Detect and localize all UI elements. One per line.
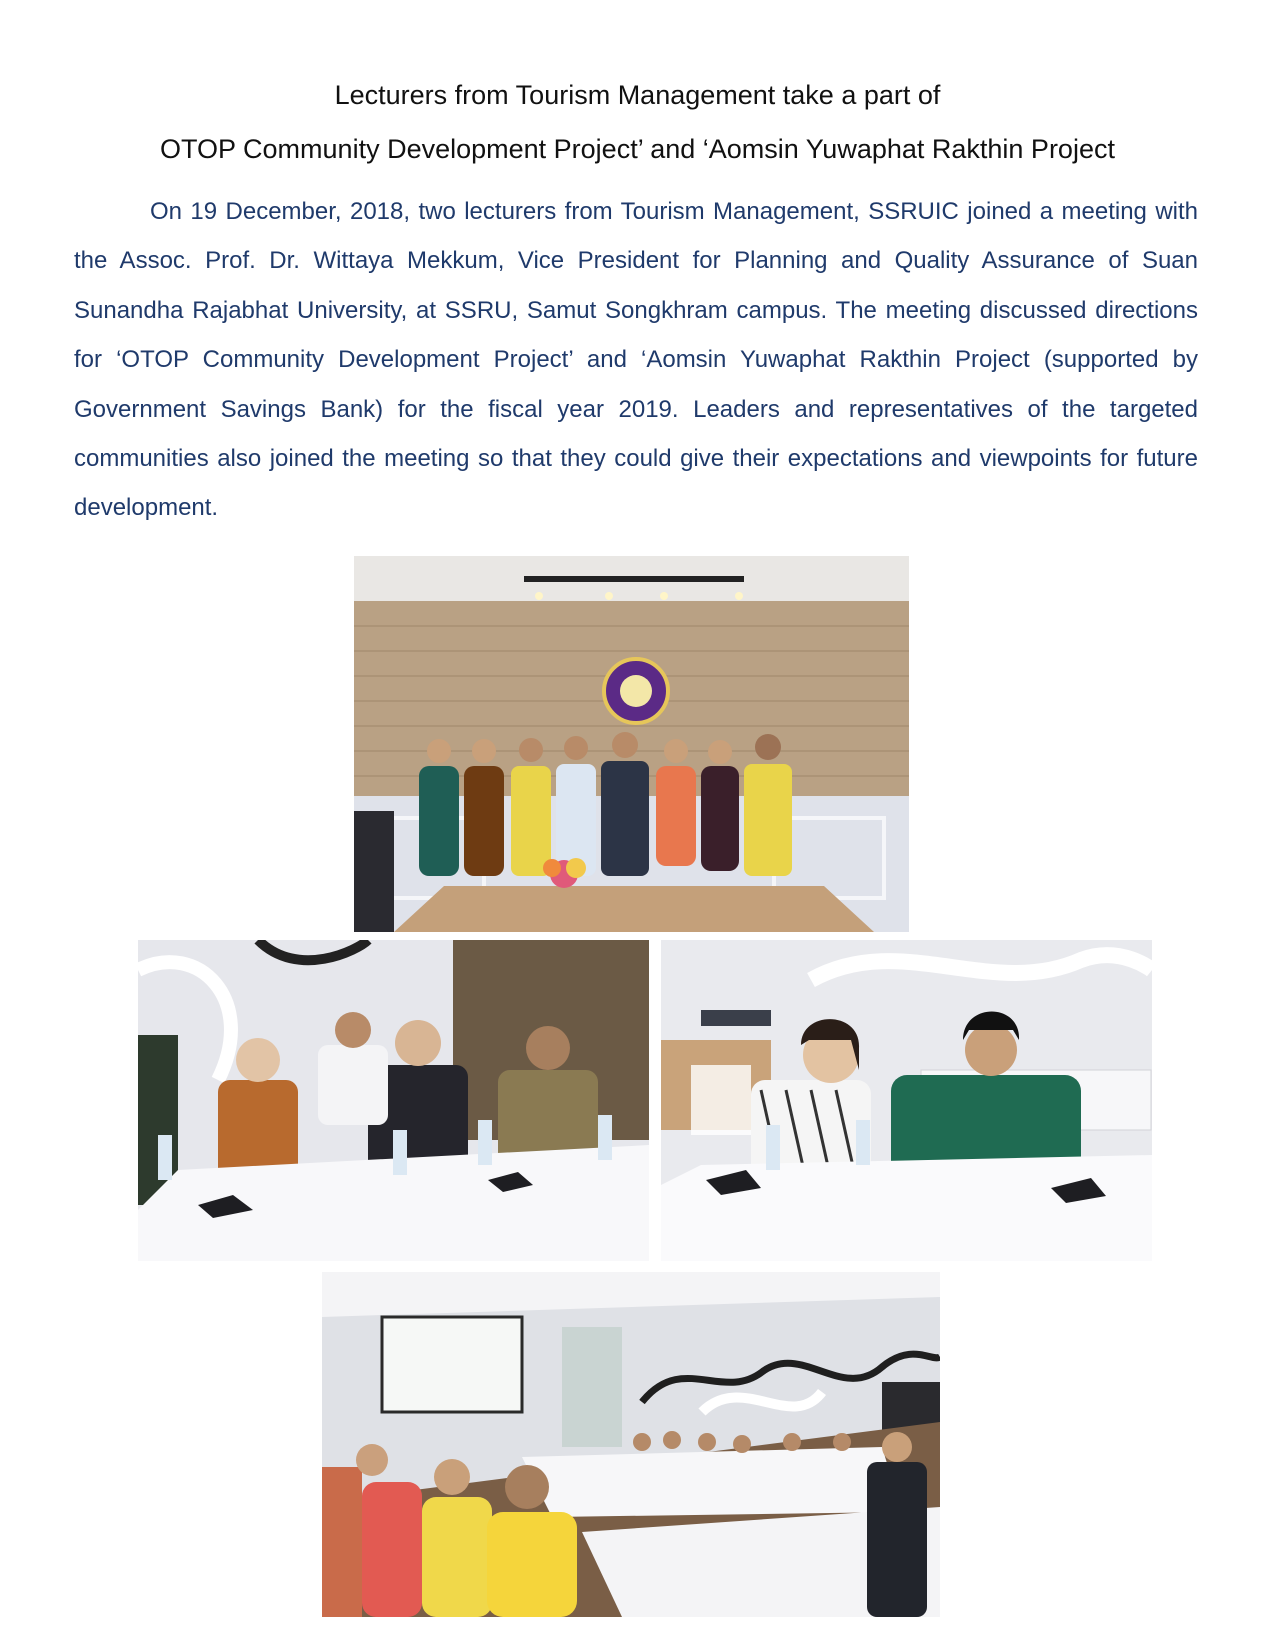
meeting-photo-left xyxy=(138,940,649,1261)
article-body: On 19 December, 2018, two lecturers from Tourism Management, SSRUIC joined a meeting with the Assoc. Prof. Dr. Wittaya Mekkum, Vice President for Planning and Quality Assurance of Suan Sunandha Rajabhat University, at SSRU, Samut Songkhram campus. The meeting discussed directions for ‘OTOP Community Development Project’ and ‘Aomsin Yuwaphat Rakthin Project (supported by Government Savings Bank) for the fiscal year 2019. Leaders and representatives of the targeted communities also joined the meeting so that they could give their expectations and viewpoints for future development. xyxy=(74,198,1198,522)
meeting-room-photo xyxy=(322,1272,940,1617)
document-title-line-2: OTOP Community Development Project’ and ‘Aomsin Yuwaphat Rakthin Project xyxy=(160,134,1115,164)
group-photo xyxy=(354,556,909,932)
meeting-photo-right xyxy=(661,940,1152,1261)
document-title-line-1: Lecturers from Tourism Management take a part of xyxy=(334,80,941,110)
